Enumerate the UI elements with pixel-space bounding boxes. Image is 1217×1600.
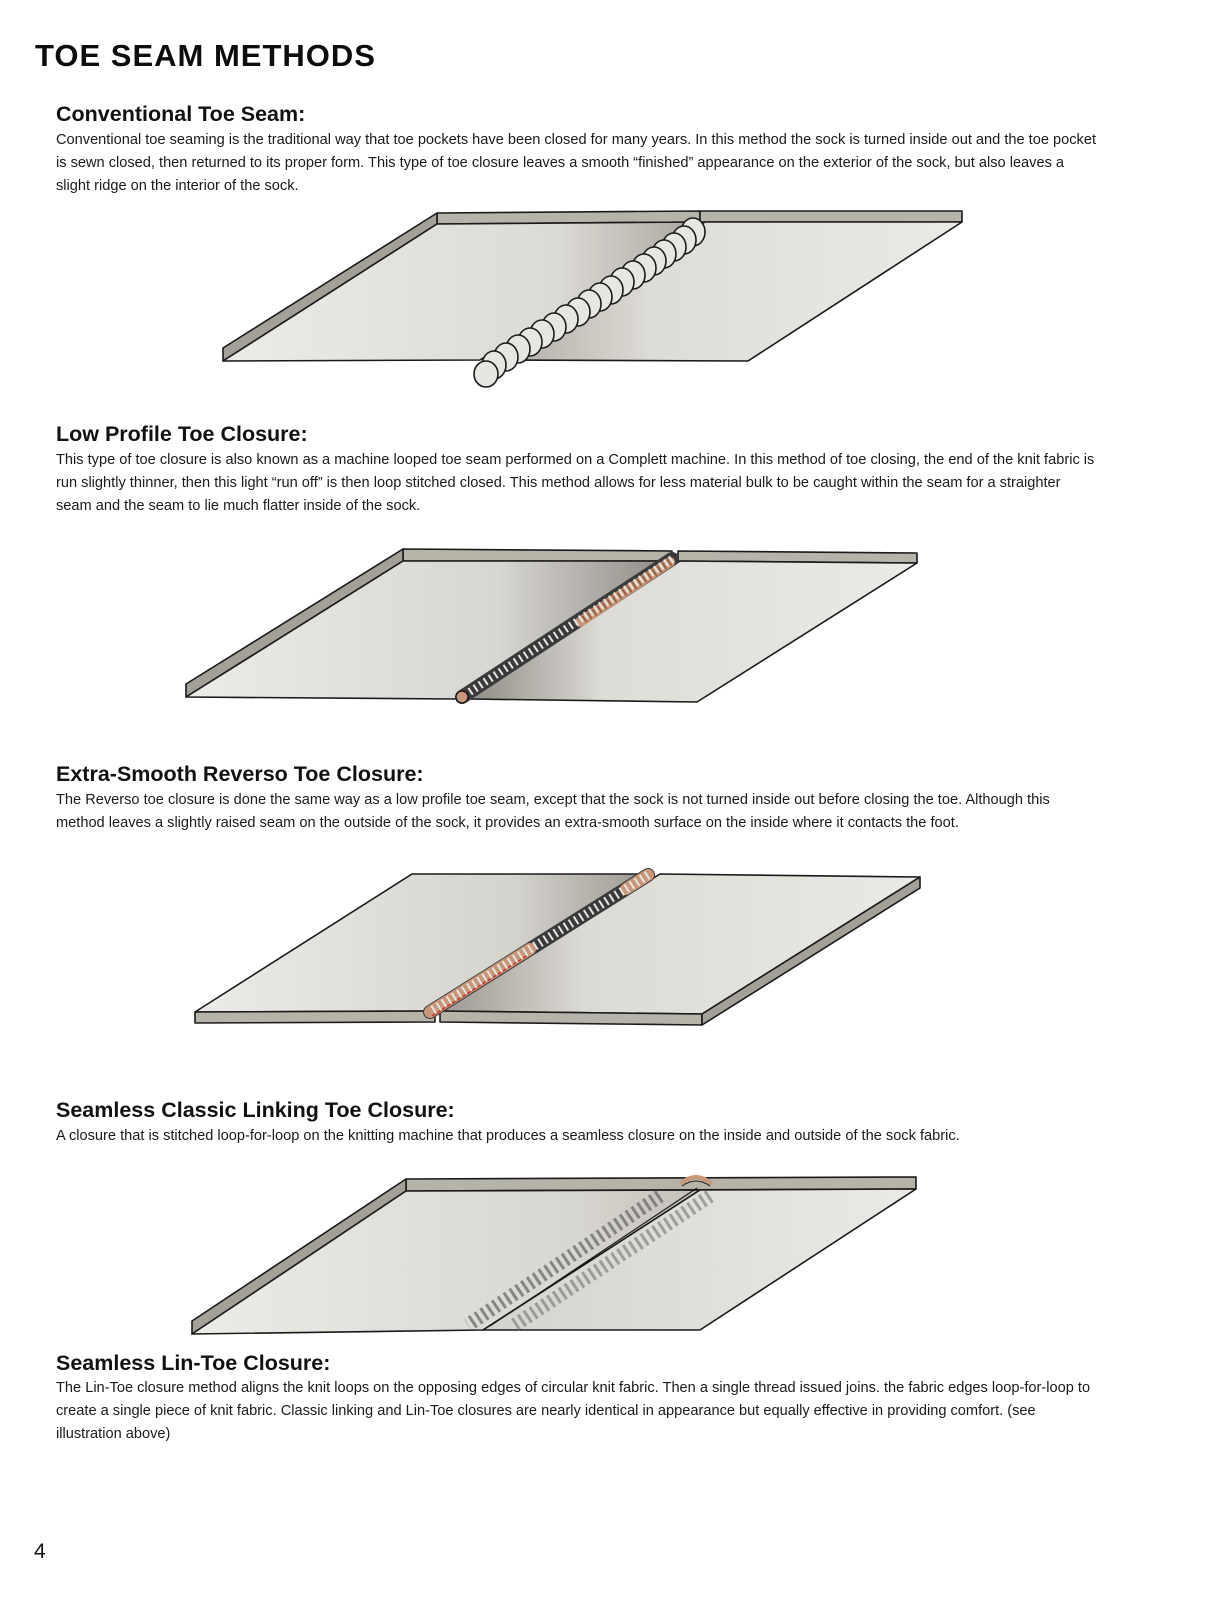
section-body-conventional: Conventional toe seaming is the traditional way that toe pockets have been closed for many years. In this method the sock is turned inside out and the toe pocket is sewn closed, then returned to its proper form. This type of toe closure leaves a smooth “finished” appearance on the exterior of the sock, but also leaves a slight ridge on the interior of the sock. [56, 132, 1097, 194]
section-heading-reverso: Extra-Smooth Reverso Toe Closure: [56, 762, 424, 786]
section-heading-low-profile: Low Profile Toe Closure: [56, 422, 308, 446]
section-body-low-profile: This type of toe closure is also known as a machine looped toe seam performed on a Complett machine. In this method of toe closing, the end of the knit fabric is run slightly thinner, then this light “run off” is then loop stitched closed. This method allows for less material bulk to be caught within the seam for a straighter seam and the seam to lie much flatter inside of the sock. [56, 452, 1095, 514]
section-heading-lin-toe: Seamless Lin-Toe Closure: [56, 1351, 331, 1375]
section-body-reverso: The Reverso toe closure is done the same way as a low profile toe seam, except that the sock is not turned inside out before closing the toe. Although this method leaves a slightly raised seam on the outside of the sock, it provides an extra-smooth surface on the inside where it contacts the foot. [56, 792, 1050, 831]
section-heading-conventional: Conventional Toe Seam: [56, 102, 306, 126]
section-body-classic-linking: A closure that is stitched loop-for-loop on the knitting machine that produces a seamless closure on the inside and outside of the sock fabric. [56, 1128, 960, 1144]
page-number: 4 [34, 1540, 46, 1563]
section-body-lin-toe: The Lin-Toe closure method aligns the knit loops on the opposing edges of circular knit fabric. Then a single thread issued joins. the fabric edges loop-for-loop to create a single piece of knit fabric. Classic linking and Lin-Toe closures are nearly identical in appearance but equally effective in providing comfort. (see illustration above) [56, 1380, 1091, 1442]
section-heading-classic-linking: Seamless Classic Linking Toe Closure: [56, 1098, 455, 1122]
page-title: TOE SEAM METHODS [35, 38, 376, 73]
